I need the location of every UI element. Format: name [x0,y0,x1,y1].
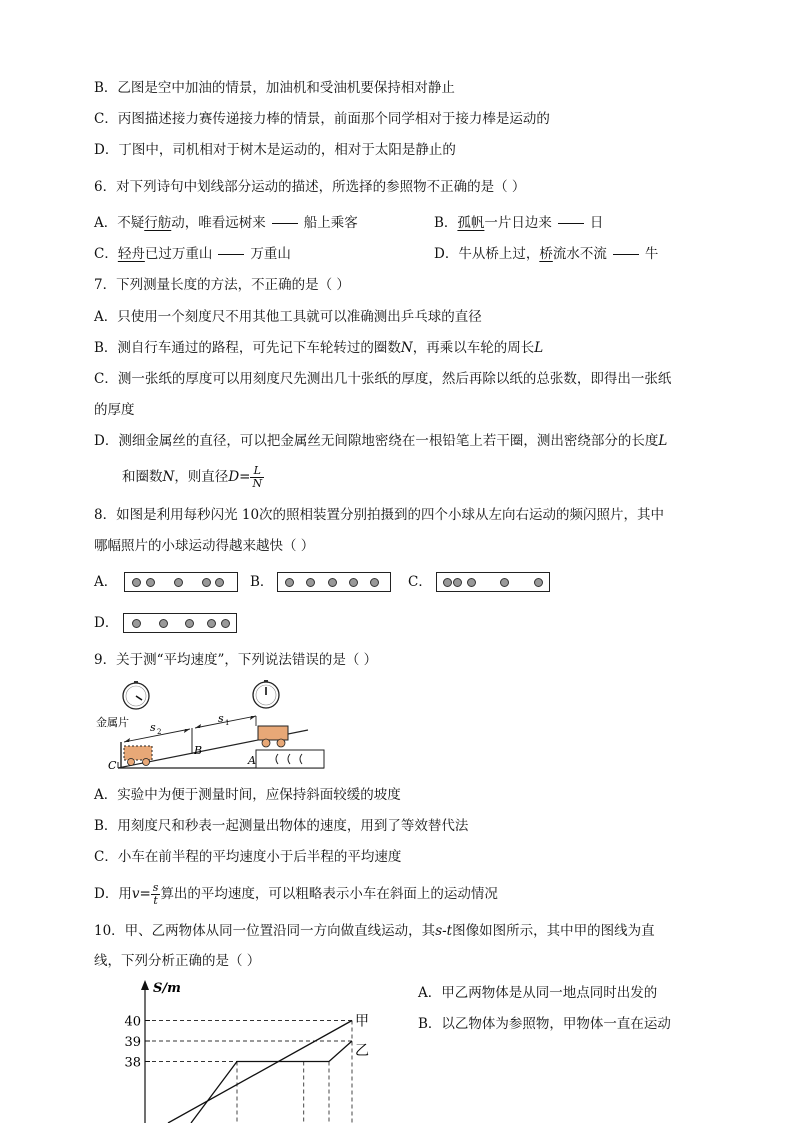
underlined-phrase: 桥 [539,246,553,262]
q10-option-b: B．以乙物体为参照物，甲物体一直在运动 [418,1016,671,1032]
ball-dot [370,578,379,587]
q6-option-d: D．牛从桥上过，桥流水不流 牛 [434,246,659,262]
dash [613,254,639,255]
dash [272,223,298,224]
q7-option-b: B．测自行车通过的路程，可先记下车轮转过的圈数N，再乘以车轮的周长L [94,340,544,356]
dash [218,254,244,255]
q8-label-b: B． [250,574,274,590]
q7-option-d-line1: D．测细金属丝的直径，可以把金属丝无间隙地密绕在一根铅笔上若干圈，测出密绕部分的长度L [94,433,668,449]
stopwatch-icon [253,680,279,708]
q7-option-a: A．只使用一个刻度尺不用其他工具就可以准确测出乒乓球的直径 [94,309,482,325]
ball-dot [207,619,216,628]
s1-subscript: 1 [225,719,230,727]
series-line [191,1041,352,1123]
q5-option-d: D．丁图中，司机相对于树木是运动的，相对于太阳是静止的 [94,142,456,158]
ball-dot [159,619,168,628]
q9-stem: 9．关于测“平均速度”，下列说法错误的是（ ） [94,652,378,668]
q6-option-b: B．孤帆一片日边来 日 [434,215,604,231]
cart-top [258,726,288,747]
ball-dot [467,578,476,587]
ball-dot [132,578,141,587]
q7-option-c-line1: C．测一张纸的厚度可以用刻度尺先测出几十张纸的厚度，然后再除以纸的总张数，即得出一张纸 [94,371,672,387]
q8-strobe-photo-a [124,572,238,592]
y-tick-label: 38 [124,1055,141,1071]
q8-strobe-photo-d [123,613,237,633]
incline-experiment-figure [96,676,326,776]
q8-stem-line1: 8．如图是利用每秒闪光 10次的照相装置分别拍摄到的四个小球从左向右运动的频闪照片，其中 [94,507,665,523]
q9-option-a: A．实验中为便于测量时间，应保持斜面较缓的坡度 [94,787,401,803]
q8-label-a: A． [94,574,118,590]
ball-dot [443,578,452,587]
y-tick-label: 40 [124,1014,141,1030]
q6-option-a: A．不疑行舫动，唯看远树来 船上乘客 [94,215,358,231]
q8-label-c: C． [408,574,432,590]
y-axis-label: S/m [153,981,181,996]
ball-dot [202,578,211,587]
ball-dot [500,578,509,587]
q7-stem: 7．下列测量长度的方法，不正确的是（ ） [94,277,350,293]
q9-option-d: D．用v= $\frac{s}{t}$ 算出的平均速度，可以粗略表示小车在斜面上的运动情况 [94,881,498,907]
velocity-fraction: $\frac{s}{t}$ [152,881,159,907]
ball-dot [174,578,183,587]
stopwatch-icon [123,681,149,709]
point-c-label: C [108,759,117,772]
series-line [168,1021,352,1123]
underlined-phrase: 轻舟 [117,246,145,262]
ball-dot [185,619,194,628]
q8-label-d: D． [94,615,119,631]
y-axis-arrow [141,980,149,990]
q9-option-b: B．用刻度尺和秒表一起测量出物体的速度，用到了等效替代法 [94,818,469,834]
point-b-label: B [194,744,203,757]
q10-stem-line1: 10．甲、乙两物体从同一位置沿同一方向做直线运动，其s-t图像如图所示，其中甲的图线为直 [94,923,655,939]
q8-strobe-photo-b [277,572,391,592]
diameter-fraction: $\frac{L}{N}$ [252,464,263,490]
ball-dot [328,578,337,587]
ball-dot [215,578,224,587]
st-graph [100,976,370,1123]
series-label: 乙 [355,1043,369,1059]
y-tick-label: 39 [124,1035,141,1050]
ball-dot [132,619,141,628]
q6-stem: 6．对下列诗句中划线部分运动的描述，所选择的参照物不正确的是（ ） [94,179,526,195]
s2-subscript: 2 [157,728,162,736]
underlined-phrase: 孤帆 [457,215,485,231]
q10-option-a: A．甲乙两物体是从同一地点同时出发的 [418,985,658,1001]
ball-dot [349,578,358,587]
q8-stem-line2: 哪幅照片的小球运动得越来越快（ ） [94,538,315,554]
q10-stem-line2: 线，下列分析正确的是（ ） [94,953,261,969]
q9-option-c: C．小车在前半程的平均速度小于后半程的平均速度 [94,849,402,865]
series-label: 甲 [355,1013,369,1030]
s2-label: s [150,721,156,734]
s1-label: s [218,712,224,725]
ball-dot [146,578,155,587]
dash [558,223,584,224]
ball-dot [306,578,315,587]
q6-option-c: C．轻舟已过万重山 万重山 [94,246,291,262]
q5-option-c: C．丙图描述接力赛传递接力棒的情景，前面那个同学相对于接力棒是运动的 [94,111,550,127]
point-a-label: A [248,754,256,767]
ball-dot [221,619,230,628]
ball-dot [285,578,294,587]
ball-dot [534,578,543,587]
cart-bottom [124,746,152,766]
underlined-phrase: 行舫 [144,215,172,231]
q7-option-d-line2: 和圈数N，则直径D= $\frac{L}{N}$ [122,464,263,490]
q8-strobe-photo-c [436,572,550,592]
ball-dot [453,578,462,587]
q5-option-b: B．乙图是空中加油的情景，加油机和受油机要保持相对静止 [94,80,455,96]
metal-plate-label: 金属片 [96,716,129,729]
q7-option-c-line2: 的厚度 [94,402,135,418]
